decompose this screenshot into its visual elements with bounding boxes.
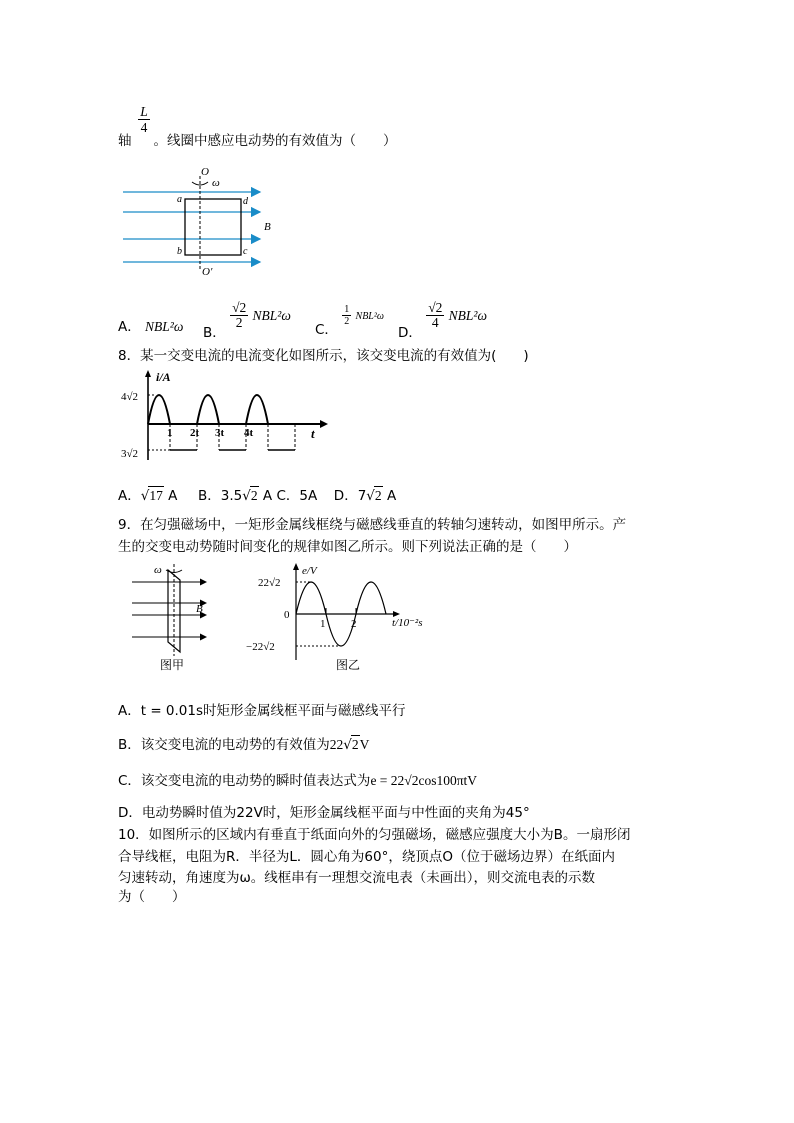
q9-c-expr: e = 22√2cos100πtV <box>370 773 478 788</box>
label-b: b <box>177 246 182 257</box>
q7-d-label: D． <box>398 324 422 341</box>
q9-B: B <box>196 603 203 615</box>
q9-stem-1: 9．在匀强磁场中，一矩形金属线框绕与磁感线垂直的转轴匀速转动，如图甲所示。产 <box>118 517 627 533</box>
q10-line-1: 10．如图所示的区域内有垂直于纸面向外的匀强磁场，磁感应强度大小为B。一扇形闭 <box>118 827 631 843</box>
q9-b-pre: B．该交变电流的电动势的有效值为 <box>118 737 330 753</box>
q8-top-label: 4√2 <box>121 391 139 403</box>
q9-zero: 0 <box>284 609 290 621</box>
q9-fig-yi <box>244 560 434 672</box>
q7-b-label: B． <box>203 324 226 341</box>
q9-stem-2: 生的交变电动势随时间变化的规律如图乙所示。则下列说法正确的是（ ） <box>118 539 577 555</box>
q8-d-label: D．7 <box>333 488 367 504</box>
q9-ymax: 22√2 <box>258 577 281 589</box>
q7-frac-den: 4 <box>140 120 148 135</box>
q7-d-den: 4 <box>431 315 439 330</box>
label-c: c <box>243 246 248 257</box>
q8-options: A．√17 A B．3.5√2 A C．5A D．7√2 A <box>118 488 397 504</box>
q8-b-rad: 2 <box>250 488 258 503</box>
q7-d-expr: NBL²ω <box>448 307 488 323</box>
q9-b-unit: V <box>359 737 370 752</box>
q7-fraction <box>138 104 150 135</box>
q7-d-num: √2 <box>428 300 443 315</box>
q9-option-d: D．电动势瞬时值为22V时，矩形金属线框平面与中性面的夹角为45° <box>118 805 530 821</box>
q9-c-pre: C．该交变电流的电动势的瞬时值表达式为 <box>118 773 371 789</box>
q9-caption-jia: 图甲 <box>160 658 185 672</box>
q8-a-unit: A <box>168 488 178 504</box>
q7-a-expr: NBL²ω <box>145 319 184 334</box>
q8-c: C．5A <box>276 488 318 504</box>
q8-t1: 1 <box>167 427 173 439</box>
q9-option-a: A．t = 0.01s时矩形金属线框平面与磁感线平行 <box>118 703 406 719</box>
q7-c-den: 2 <box>344 315 350 327</box>
q8-t3: 3t <box>215 427 225 439</box>
label-omega: ω <box>212 177 220 189</box>
q9-ylabel: e/V <box>302 565 317 577</box>
q8-b-label: B．3.5 <box>198 488 243 504</box>
q9-xlabel: t/10⁻²s <box>392 617 423 629</box>
q7-option-d <box>398 292 488 341</box>
q9-ymin: −22√2 <box>246 641 275 653</box>
q7-c-num: 1 <box>344 303 350 315</box>
q7-b-den: 2 <box>235 315 243 330</box>
q9-x2: 2 <box>351 618 357 630</box>
q9-omega: ω <box>154 564 162 576</box>
q8-pulse-2 <box>197 395 219 424</box>
coil-rect <box>185 199 241 255</box>
q7-frac-num: L <box>138 104 150 120</box>
q8-pulse-3 <box>246 395 268 424</box>
label-O2: O′ <box>202 266 213 278</box>
q7-a-label: A． <box>118 319 141 335</box>
q8-ylabel: i/A <box>156 370 171 384</box>
q9-fig-jia <box>126 560 216 672</box>
q7-option-a <box>118 318 183 336</box>
label-O: O <box>201 166 209 178</box>
q8-current-graph <box>118 366 333 466</box>
q8-xlabel: t <box>311 426 315 441</box>
q10-line-4: 为（ ） <box>118 889 186 905</box>
q7-prefix: 轴 <box>118 133 132 149</box>
q7-c-expr: NBL²ω <box>355 311 384 322</box>
q7-coil-figure <box>118 164 271 279</box>
label-a: a <box>177 194 182 205</box>
q8-pulse-1 <box>148 395 170 424</box>
q8-d-unit: A <box>386 488 397 504</box>
q7-b-expr: NBL²ω <box>252 307 291 323</box>
q8-d-rad: 2 <box>374 488 382 503</box>
q7-option-c <box>315 303 384 338</box>
q9-x1: 1 <box>320 618 326 630</box>
q7-stem <box>118 132 397 150</box>
label-B: B <box>264 221 271 233</box>
q9-option-b: B．该交变电流的电动势的有效值为22√2V <box>118 737 370 753</box>
label-d: d <box>243 196 248 207</box>
q10-line-2: 合导线框，电阻为R．半径为L．圆心角为60°，绕顶点O（位于磁场边界）在纸面内 <box>118 849 615 865</box>
q7-text: 。线圈中感应电动势的有效值为（ ） <box>153 133 397 149</box>
q9-caption-yi: 图乙 <box>336 658 361 672</box>
q7-option-b <box>203 292 291 341</box>
q10-line-3: 匀速转动，角速度为ω。线框串有一理想交流电表（未画出），则交流电表的示数 <box>118 870 596 886</box>
q8-a-label: A． <box>118 488 141 504</box>
q7-b-num: √2 <box>232 300 247 315</box>
q8-t2: 2t <box>190 427 200 439</box>
q9-b-val: 22 <box>329 737 344 752</box>
q9-b-rad: 2 <box>351 737 359 752</box>
q8-stem: 8．某一交变电流的电流变化如图所示，该交变电流的有效值为( ) <box>118 348 529 364</box>
q8-a-rad: 17 <box>149 488 163 503</box>
q8-b-unit: A <box>262 488 273 504</box>
q9-option-c <box>118 772 477 790</box>
q8-t4: 4t <box>244 427 254 439</box>
q8-bottom-label: 3√2 <box>121 448 139 460</box>
q7-c-label: C． <box>315 322 338 338</box>
